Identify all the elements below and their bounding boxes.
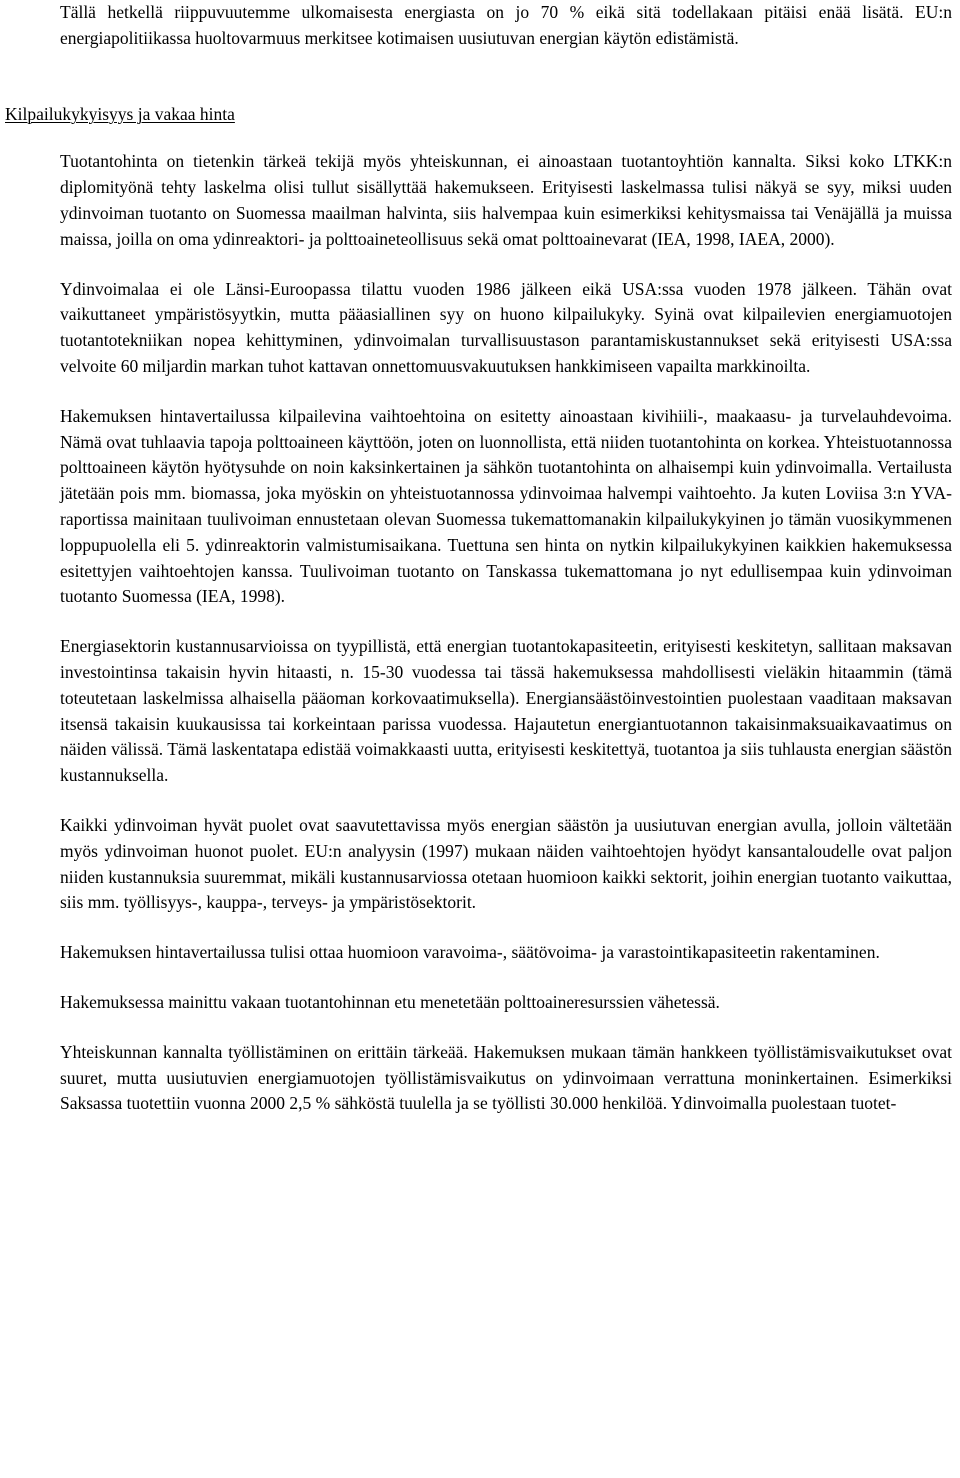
document-page bbox=[5, 0, 952, 1117]
paragraph-price-comparison: Hakemuksen hintavertailussa kilpailevina vaihtoehtoina on esitetty ainoastaan kivihiili-, maakaasu- ja turvelauhdevoima. Nämä ovat tuhlaavia tapoja polttoaineen käyttöön, joten on luonnollista, että niiden tuotantohinta on korkea. Yhteistuotannossa polttoaineen käytön hyötysuhde on noin kaksinkertainen ja sähkön tuotantohinta on alhaisempi kuin ydinvoimalla. Vertailusta jätetään pois mm. biomassa, joka myöskin on yhteistuotannossa ydinvoimaa halvempi vaihtoehto. Ja kuten Loviisa 3:n YVA-raportissa mainitaan tuulivoiman ennustetaan olevan Suomessa tukemattomanakin kilpailukykyinen jo tämän vuosikymmenen loppupuolella eli 5. ydinreaktorin valmistumisaikana. Tuettuna sen hinta on nytkin kilpailukykyinen kaikkien hakemuksessa esitettyjen vaihtoehtojen kanssa. Tuulivoiman tuotanto on Tanskassa tukemattomana jo nyt edullisempaa kuin ydinvoiman tuotanto Suomessa (IEA, 1998). bbox=[60, 405, 952, 607]
section-heading: Kilpailukykyisyys ja vakaa hinta bbox=[5, 103, 235, 124]
paragraph-western-europe: Ydinvoimalaa ei ole Länsi-Euroopassa tilattu vuoden 1986 jälkeen eikä USA:ssa vuoden 1978 jälkeen. Tähän ovat vaikuttaneet ympäristösyytkin, mutta pääasiallinen syy on huono kilpailukyky. Syinä ovat kilpailevien energiamuotojen tuotantotekniikan nopea kehittyminen, ydinvoimalan turvallisuustason parantamiskustannukset sekä erityisesti USA:ssa velvoite 60 miljardin markan tuhot kattavan onnettomuusvakuutuksen hankkimiseen vapailta markkinoilta. bbox=[60, 278, 952, 376]
paragraph-production-price: Tuotantohinta on tietenkin tärkeä tekijä myös yhteiskunnan, ei ainoastaan tuotantoyhtiön kannalta. Siksi koko LTKK:n diplomityönä tehty laskelma olisi tullut sisällyttää hakemukseen. Erityisesti laskelmassa tulisi näkyä se syy, miksi uuden ydinvoiman tuotanto on Suomessa maailman halvinta, siis halvempaa kuin esimerkiksi kehitysmaissa tai Venäjällä ja muissa maissa, joilla on oma ydinreaktori- ja polttoaineteollisuus sekä omat polttoainevarat (IEA, 1998, IAEA, 2000). bbox=[60, 151, 952, 249]
paragraph-energy-dependence: Tällä hetkellä riippuvuutemme ulkomaisesta energiasta on jo 70 % eikä sitä todellakaan pitäisi enää lisätä. EU:n energiapolitiikassa huoltovarmuus merkitsee kotimaisen uusiutuvan energian käytön edistämistä. bbox=[60, 2, 952, 48]
paragraph-alternatives: Kaikki ydinvoiman hyvät puolet ovat saavutettavissa myös energian säästön ja uusiutuvan energian avulla, jolloin vältetään myös ydinvoiman huonot puolet. EU:n analyysin (1997) mukaan näiden vaihtoehtojen hyödyt kansantaloudelle ovat paljon niiden kustannuksia suuremmat, mikäli kustannusarviossa otetaan huomioon kaikki sektorit, joihin energian tuotanto vaikuttaa, siis mm. työllisyys-, kauppa-, terveys- ja ympäristösektorit. bbox=[60, 814, 952, 913]
paragraph-stable-price: Hakemuksessa mainittu vakaan tuotantohinnan etu menetetään polttoaineresurssien vähetessä. bbox=[60, 991, 720, 1012]
paragraph-reserve-capacity: Hakemuksen hintavertailussa tulisi ottaa huomioon varavoima-, säätövoima- ja varastointikapasiteetin rakentaminen. bbox=[60, 942, 880, 963]
paragraph-cost-estimates: Energiasektorin kustannusarvioissa on tyypillistä, että energian tuotantokapasiteetin, erityisesti keskitetyn, sallitaan maksavan investointinsa takaisin hyvin hitaasti, n. 15-30 vuodessa tai tässä hakemuksessa mahdollisesti vieläkin hitaammin (tämä toteutetaan laskelmissa alhaisella pääoman korkovaatimuksella). Energiansäästöinvestointien puolestaan vaaditaan maksavan itsensä takaisin kuukausissa tai korkeintaan parissa vuodessa. Hajautetun energiantuotannon takaisinmaksuaikavaatimus on näiden välissä. Tämä laskentatapa edistää voimakkaasti uutta, erityisesti keskitettyä, tuotantoa ja siis tuhlausta energian säästön kustannuksella. bbox=[60, 636, 952, 786]
paragraph-employment: Yhteiskunnan kannalta työllistäminen on erittäin tärkeää. Hakemuksen mukaan tämän hankkeen työllistämisvaikutukset ovat suuret, mutta uusiutuvien energiamuotojen työllistämisvaikutus on ydinvoimaan verrattuna moninkertainen. Esimerkiksi Saksassa tuotettiin vuonna 2000 2,5 % sähköstä tuulella ja se työllisti 30.000 henkilöä. Ydinvoimalla puolestaan tuotet- bbox=[60, 1041, 952, 1114]
